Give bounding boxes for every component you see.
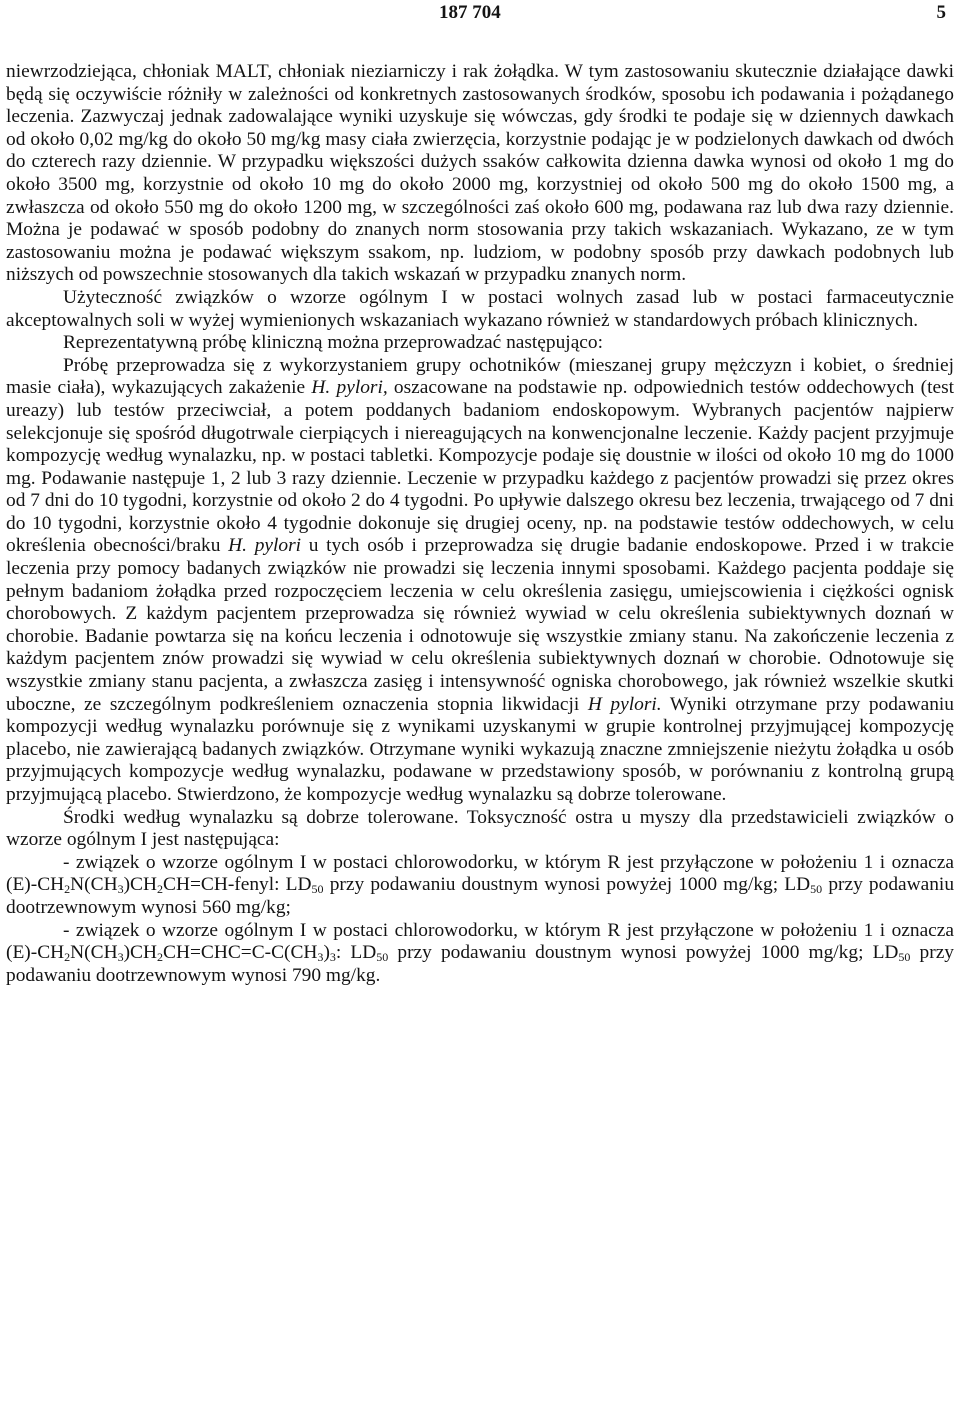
text-run: niewrzodziejąca, chłoniak MALT, chłoniak nieziarniczy i rak żołądka. W tym zastosowaniu skutecznie działające dawki będą się oczywiście różniły w zależności od konkretnych zastosowanych środków, sposobu ich podawania i pożądanego leczenia. Zazwyczaj jednak zadowalające wyniki uzyskuje się wówczas, gdy środki te podaje się w dziennych dawkach od około 0,02 mg/kg do około 50 mg/kg masy ciała zwierzęcia, korzystnie podając je w podzielonych dawkach od dwóch do czterech razy dziennie. W przypadku większości dużych ssaków całkowita dzienna dawka wynosi od około 1 mg do około 3500 mg, korzystnie od około 10 mg do około 2000 mg, korzystniej od około 500 mg do około 1500 mg, a zwłaszcza od około 550 mg do około 1200 mg, w szczególności zaś około 600 mg, podawana raz lub dwa razy dziennie. Można je podawać w sposób podobny do znanych norm stosowania przy takich wskazaniach. Wykazano, ze w tym zastosowaniu można je podawać większym ssakom, np. ludziom, w podobny sposób przy dawkach podobnych lub niższych od powszechnie stosowanych dla takich wskazań w przypadku znanych norm.	[6, 61, 954, 286]
text-run: - związek o wzorze ogólnym I w postaci chlorowodorku, w którym R jest przyłączone w położeniu 1 i oznacza (E)-CH	[6, 919, 954, 964]
document-number: 187 704	[439, 2, 501, 23]
text-run: przy podawaniu doustnym wynosi powyżej 1000 mg/kg; LD	[388, 942, 899, 964]
text-run: CH=CH-fenyl: LD	[163, 874, 312, 896]
text-run: )	[323, 942, 330, 964]
paragraph	[6, 287, 954, 332]
text-run: Wyniki otrzymane przy podawaniu kompozycji według wynalazku porównuje się z wynikami uzyskanymi w grupie kontrolnej przyjmującej kompozycję placebo, nie zawierającą badanych związków. Otrzymane wyniki wykazują znaczne zmniejszenie nieżytu żołądka u osób przyjmujących kompozycje według wynalazku, podawane w przedstawiony sposób, w porównaniu z kontrolną grupą przyjmującą placebo. Stwierdzono, że kompozycje według wynalazku są dobrze tolerowane.	[6, 693, 954, 805]
subscript: 50	[311, 882, 324, 897]
subscript: 3	[317, 950, 324, 965]
subscript: 3	[117, 882, 124, 897]
subscript: 2	[64, 950, 71, 965]
text-run: u tych osób i przeprowadza się drugie badanie endoskopowe. Przed i w trakcie leczenia przy pomocy badanych związków nie prowadzi się leczenia innymi sposobami. Każdego pacjenta poddaje się pełnym badaniom żołądka przed rozpoczęciem leczenia w celu określenia zasięgu, umiejscowienia i ciężkości ognisk chorobowych. Z każdym pacjentem przeprowadza się również wywiad w celu określenia subiektywnych doznań w chorobie. Badanie powtarza się na końcu leczenia i odnotowuje się wszystkie zmiany stanu. Na zakończenie leczenia z każdym pacjentem znów prowadzi się wywiad w celu określenia subiektywnych doznań w chorobie. Odnotowuje się wszystkie zmiany stanu pacjenta, a zwłaszcza zasięg i intensywność ogniska chorobowego, jak również wszelkie skutki uboczne, ze szczególnym podkreśleniem oznaczenia stopnia likwidacji	[6, 535, 955, 715]
text-run: przy podawaniu dootrzewnowym wynosi 790 mg/kg.	[6, 942, 954, 986]
subscript: 3	[329, 950, 336, 965]
subscript: 3	[117, 950, 124, 965]
document-body	[6, 61, 954, 987]
text-run: przy podawaniu dootrzewnowym wynosi 560 mg/kg;	[6, 874, 955, 918]
page-header	[0, 0, 960, 30]
text-run: Użyteczność związków o wzorze ogólnym I w postaci wolnych zasad lub w postaci farmaceutycznie akceptowalnych soli w wyżej wymienionych wskazaniach wykazano również w standardowych próbach klinicznych.	[6, 286, 954, 331]
italic-text: H. pylori	[228, 535, 302, 557]
text-run: oszacowane na podstawie np. odpowiednich testów oddechowych (test ureazy) lub testów przeciwciał, a potem poddanych badaniom endoskopowym. Wybranych pacjentów najpierw selekcjonuje się spośród długotrwale cierpiących i niereagujących na konwencjonalne leczenie. Każdy pacjent przyjmuje kompozycję według wynalazku, np. w postaci tabletki. Kompozycje podaje się doustnie w ilości od około 10 mg do 1000 mg. Podawanie następuje 1, 2 lub 3 razy dziennie. Leczenie w przypadku każdego z pacjentów prowadzi się przez okres od 7 dni do 10 tygodni, korzystnie od około 2 do 4 tygodni. Po upływie dalszego okresu bez leczenia, trwającego od 7 dni do 10 tygodni, korzystnie około 4 tygodnie dokonuje się drugiej oceny, np. na podstawie testów oddechowych, w celu określenia obecności/braku	[6, 377, 955, 557]
paragraph	[6, 61, 954, 287]
subscript: 50	[810, 882, 823, 897]
subscript: 2	[157, 882, 164, 897]
text-run: )CH	[123, 874, 157, 896]
text-run: przy podawaniu doustnym wynosi powyżej 1000 mg/kg; LD	[323, 874, 811, 896]
text-run: CH=CHC=C-C(CH	[163, 942, 318, 964]
paragraph	[6, 852, 954, 920]
subscript: 2	[64, 882, 71, 897]
text-run: : LD	[335, 942, 377, 964]
paragraph	[6, 807, 954, 852]
text-run: )CH	[123, 942, 157, 964]
text-run: N(CH	[70, 942, 118, 964]
text-run: - związek o wzorze ogólnym I w postaci chlorowodorku, w którym R jest przyłączone w położeniu 1 i oznacza (E)-CH	[6, 851, 954, 896]
subscript: 50	[898, 950, 911, 965]
paragraph	[6, 332, 954, 355]
text-run: Próbę przeprowadza się z wykorzystaniem grupy ochotników (mieszanej grupy mężczyzn i kobiet, o średniej masie ciała), wykazujących zakażenie	[6, 354, 954, 399]
text-run: Środki według wynalazku są dobrze tolerowane. Toksyczność ostra u myszy dla przedstawicieli związków o wzorze ogólnym I jest następująca:	[6, 806, 954, 851]
paragraph	[6, 355, 954, 807]
italic-text: H pylori.	[587, 693, 662, 715]
text-run: N(CH	[70, 874, 118, 896]
text-run: Reprezentatywną próbę kliniczną można przeprowadzać następująco:	[63, 332, 603, 354]
paragraph	[6, 920, 954, 988]
subscript: 50	[376, 950, 389, 965]
italic-text: H. pylori,	[311, 377, 388, 399]
subscript: 2	[157, 950, 164, 965]
page-number: 5	[936, 2, 946, 23]
